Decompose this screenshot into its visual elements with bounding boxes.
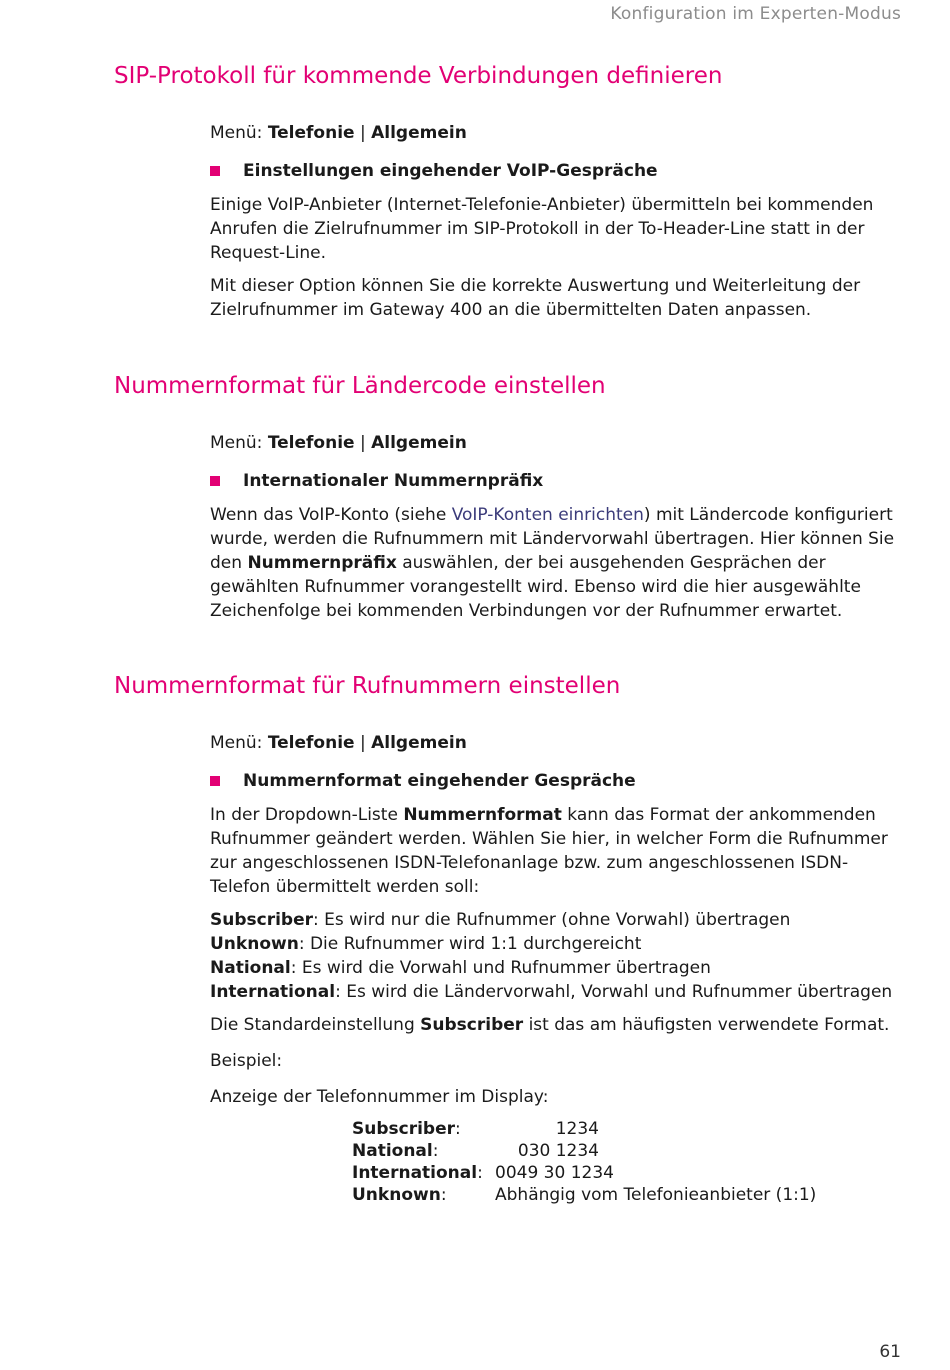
- format-term: Unknown: [210, 934, 299, 954]
- example-colon: :: [432, 1141, 439, 1161]
- menu-item-telefonie: Telefonie: [267, 123, 355, 143]
- format-item: [210, 980, 905, 1004]
- square-bullet-icon: [210, 776, 220, 786]
- example-label: Beispiel:: [210, 1051, 283, 1071]
- paragraph: Mit dieser Option können Sie die korrekte Auswertung und Weiterleitung der Zielrufnummer im Gateway 400 an die übermittelten Daten anpassen.: [210, 276, 861, 320]
- example-value: 1234: [555, 1119, 599, 1139]
- example-term-cell: [352, 1162, 495, 1184]
- example-row: [352, 1118, 816, 1140]
- menu-path: [210, 731, 905, 755]
- menu-separator: |: [354, 123, 372, 143]
- menu-prefix: Menü:: [210, 123, 268, 143]
- link-voip-konten-einrichten[interactable]: VoIP-Konten einrichten: [451, 505, 644, 525]
- section-body-sip-protokoll: [210, 121, 905, 331]
- example-term: International: [352, 1163, 478, 1183]
- format-item: [210, 932, 905, 956]
- paragraph: Einige VoIP-Anbieter (Internet-Telefonie-Anbieter) übermitteln bei kommenden Anrufen die Zielrufnummer im SIP-Protokoll in der To-Header-Line statt in der Request-Line.: [210, 195, 874, 263]
- example-colon: :: [477, 1163, 483, 1183]
- text-run: ) mit Ländercode konfiguriert wurde, werden die Rufnummern mit Ländervorwahl übertragen. Hier können Sie den: [210, 505, 895, 573]
- format-item: [210, 956, 905, 980]
- example-value-cell: [495, 1140, 816, 1162]
- menu-item-allgemein: Allgemein: [371, 123, 467, 143]
- bullet-heading: [210, 769, 905, 793]
- display-label: Anzeige der Telefonnummer im Display:: [210, 1087, 549, 1107]
- example-value-cell: [495, 1162, 816, 1184]
- format-desc: : Es wird die Vorwahl und Rufnummer übertragen: [290, 958, 711, 978]
- example-term-cell: [352, 1140, 495, 1162]
- menu-separator: |: [354, 433, 372, 453]
- example-term: Subscriber: [352, 1119, 456, 1139]
- format-desc: : Die Rufnummer wird 1:1 durchgereicht: [298, 934, 642, 954]
- example-value-cell: [495, 1118, 816, 1140]
- format-desc: : Es wird nur die Rufnummer (ohne Vorwahl) übertragen: [313, 910, 791, 930]
- bullet-heading: [210, 159, 905, 183]
- example-row: [352, 1162, 816, 1184]
- menu-item-allgemein: Allgemein: [371, 733, 467, 753]
- format-term: Subscriber: [210, 910, 314, 930]
- text-run: kann das Format der ankommenden Rufnummer geändert werden. Wählen Sie hier, in welcher Form die Rufnummer zur angeschlossenen ISDN-Telefonanlage bzw. zum angeschlossenen ISDN-Telefon übermittelt werden soll:: [210, 805, 888, 897]
- section-title-rufnummern: Nummernformat für Rufnummern einstellen: [114, 673, 621, 699]
- paragraph: [210, 503, 905, 623]
- example-table: [352, 1118, 816, 1206]
- section-title-sip-protokoll: SIP-Protokoll für kommende Verbindungen definieren: [114, 63, 723, 89]
- bullet-heading-text: Einstellungen eingehender VoIP-Gespräche: [243, 161, 658, 181]
- section-title-laendercode: Nummernformat für Ländercode einstellen: [114, 373, 606, 399]
- format-desc: : Es wird die Ländervorwahl, Vorwahl und Rufnummer übertragen: [335, 982, 893, 1002]
- menu-item-telefonie: Telefonie: [267, 733, 355, 753]
- menu-path: [210, 121, 905, 145]
- example-colon: :: [440, 1185, 447, 1205]
- text-run: Wenn das VoIP-Konto (siehe: [210, 505, 452, 525]
- example-term: National: [352, 1141, 433, 1161]
- section-body-rufnummern: [210, 731, 905, 1118]
- paragraph: [210, 803, 905, 899]
- menu-item-allgemein: Allgemein: [371, 433, 467, 453]
- text-run: In der Dropdown-Liste: [210, 805, 404, 825]
- format-item: [210, 908, 905, 932]
- text-run: Die Standardeinstellung: [210, 1015, 421, 1035]
- text-run: ist das am häufigsten verwendete Format.: [523, 1015, 890, 1035]
- menu-prefix: Menü:: [210, 433, 268, 453]
- example-value: 030 1234: [517, 1141, 599, 1161]
- menu-prefix: Menü:: [210, 733, 268, 753]
- menu-item-telefonie: Telefonie: [267, 433, 355, 453]
- example-value-cell: [495, 1184, 816, 1206]
- format-term: National: [210, 958, 291, 978]
- term-subscriber: Subscriber: [420, 1015, 524, 1035]
- paragraph: [210, 1013, 905, 1037]
- format-list: [210, 908, 905, 1004]
- bullet-heading: [210, 469, 905, 493]
- text-run: auswählen, der bei ausgehenden Gesprächen der gewählten Rufnummer vorangestellt wird. Ebenso wird die hier ausgewählte Zeichenfolge bei kommenden Verbindungen vor der Rufnummer erwartet.: [210, 553, 861, 621]
- format-term: International: [210, 982, 336, 1002]
- running-header: Konfiguration im Experten-Modus: [610, 4, 901, 24]
- example-row: [352, 1140, 816, 1162]
- term-nummernformat: Nummernformat: [403, 805, 562, 825]
- page-number: 61: [879, 1342, 901, 1362]
- example-row: [352, 1184, 816, 1206]
- square-bullet-icon: [210, 476, 220, 486]
- example-term-cell: [352, 1118, 495, 1140]
- bullet-heading-text: Nummernformat eingehender Gespräche: [243, 771, 636, 791]
- square-bullet-icon: [210, 166, 220, 176]
- example-value: Abhängig vom Telefonieanbieter (1:1): [495, 1185, 817, 1205]
- bullet-heading-text: Internationaler Nummernpräfix: [243, 471, 544, 491]
- example-term-cell: [352, 1184, 495, 1206]
- example-term: Unknown: [352, 1185, 441, 1205]
- menu-path: [210, 431, 905, 455]
- example-value: 0049 30 1234: [495, 1163, 614, 1183]
- section-body-laendercode: [210, 431, 905, 632]
- example-colon: :: [455, 1119, 461, 1139]
- term-nummernpraefix: Nummernpräfix: [247, 553, 397, 573]
- menu-separator: |: [354, 733, 372, 753]
